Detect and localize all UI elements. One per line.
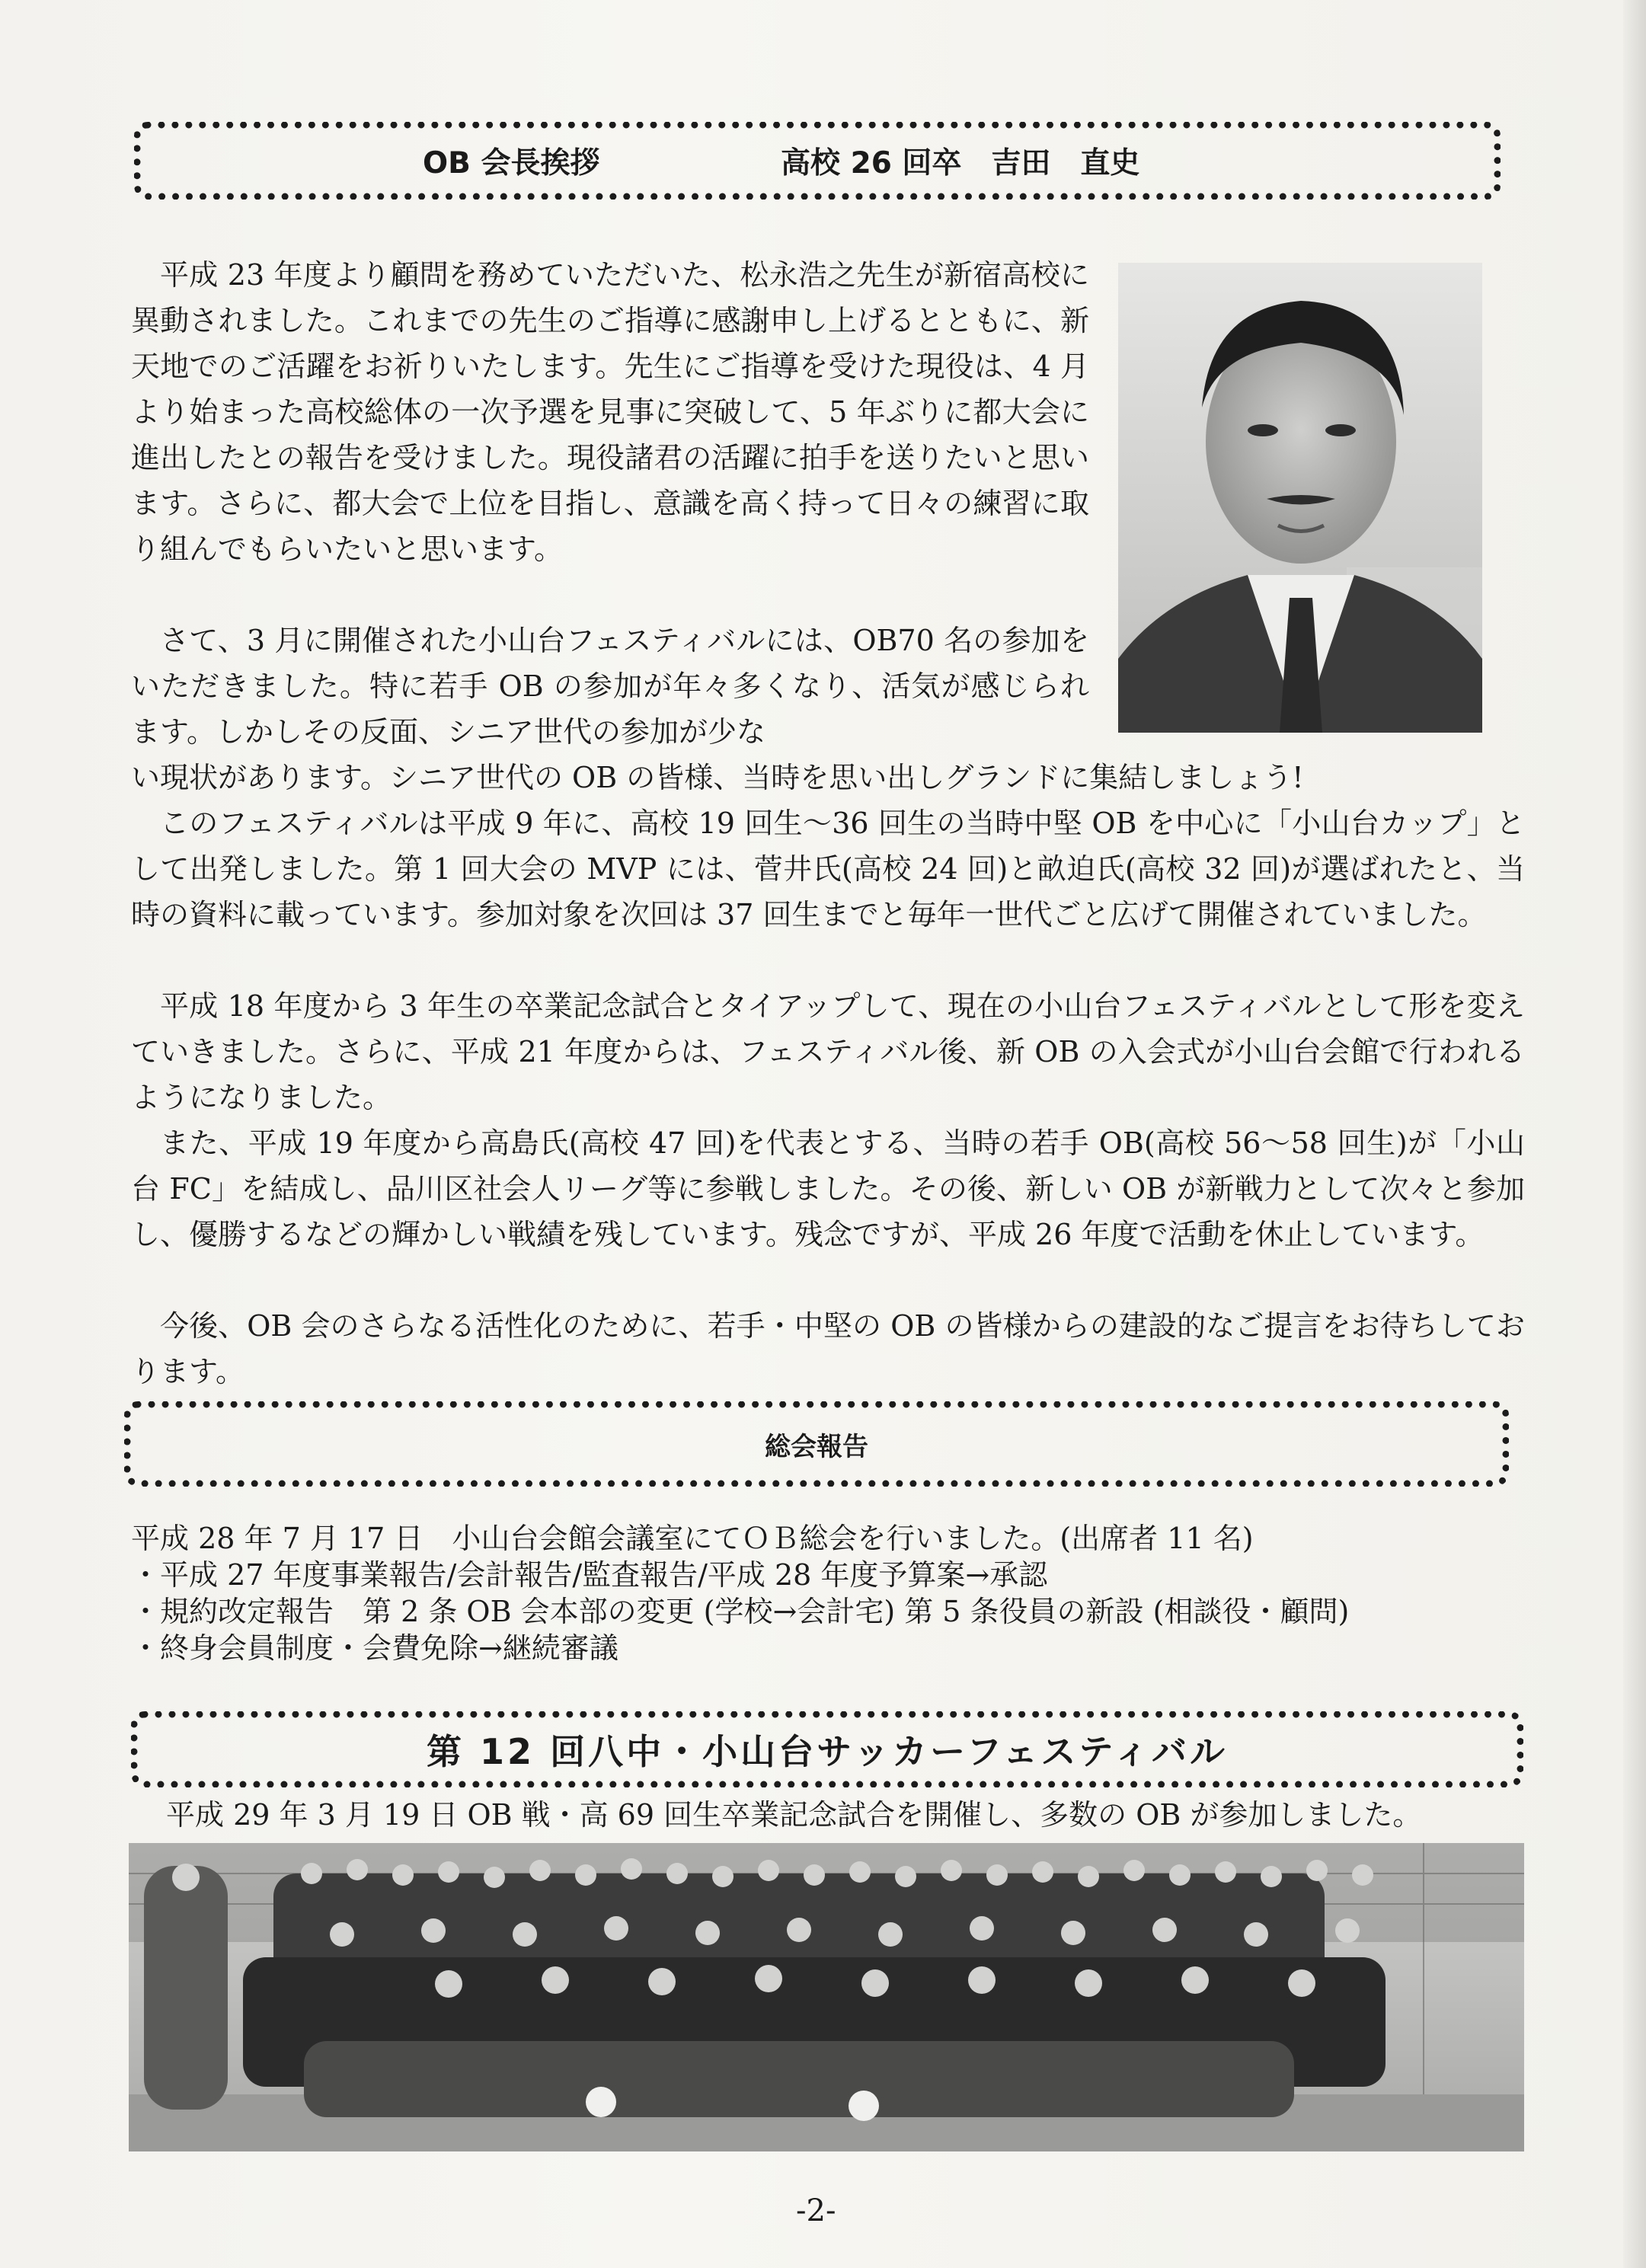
greeting-paragraph-2-continued: い現状があります。シニア世代の OB の皆様、当時を思い出しグランドに集結しましょう! bbox=[131, 761, 1304, 794]
portrait-photo bbox=[1118, 263, 1482, 733]
general-meeting-report bbox=[131, 1520, 1525, 1666]
greeting-paragraph-1: 平成 23 年度より顧問を務めていただいた、松永浩之先生が新宿高校に異動されました。これまでの先生のご指導に感謝申し上げるとともに、新天地でのご活躍をお祈りいたします。先生にご指導を受けた現役は、4 月より始まった高校総体の一次予選を見事に突破して、5 年ぶりに都大会に進出したとの報告を受けました。現役諸君の活躍に拍手を送りたいと思います。さらに、都大会で上位を目指し、意識を高く持って日々の練習に取り組んでもらいたいと思います。 bbox=[131, 258, 1089, 566]
greeting-author: 高校 26 回卒 吉田 直史 bbox=[781, 146, 1140, 180]
greeting-paragraph-5: また、平成 19 年度から高島氏(高校 47 回)を代表とする、当時の若手 OB(高校 56～58 回生)が「小山台 FC」を結成し、品川区社会人リーグ等に参戦しました。その後、新しい OB が新戦力として次々と参加し、優勝するなどの輝かしい戦績を残しています。残念ですが、平成 26 年度で活動を休止しています。 bbox=[131, 1126, 1525, 1251]
page-number: -2- bbox=[796, 2193, 836, 2228]
festival-header-box bbox=[131, 1711, 1523, 1787]
greeting-title: OB 会長挨拶 bbox=[423, 146, 600, 180]
greeting-paragraph-4: 平成 18 年度から 3 年生の卒業記念試合とタイアップして、現在の小山台フェスティバルとして形を変えていきました。さらに、平成 21 年度からは、フェスティバル後、新 OB の入会式が小山台会館で行われるようになりました。 bbox=[131, 989, 1525, 1114]
greeting-paragraph-3: このフェスティバルは平成 9 年に、高校 19 回生～36 回生の当時中堅 OB を中心に「小山台カップ」として出発しました。第 1 回大会の MVP には、菅井氏(高校 24 回)と畝迫氏(高校 32 回)が選ばれたと、当時の資料に載っています。参加対象を次回は 37 回生までと毎年一世代ごと広げて開催されていました。 bbox=[131, 807, 1525, 931]
page-edge bbox=[1623, 0, 1646, 2268]
report-line: 平成 28 年 7 月 17 日 小山台会館会議室にてＯＢ総会を行いました。(出席者 11 名) bbox=[131, 1522, 1254, 1555]
general-meeting-header-box bbox=[124, 1401, 1509, 1487]
report-line: ・平成 27 年度事業報告/会計報告/監査報告/平成 28 年度予算案→承認 bbox=[131, 1558, 1048, 1592]
festival-title: 第 12 回八中・小山台サッカーフェスティバル bbox=[427, 1731, 1228, 1772]
greeting-paragraph-6: 今後、OB 会のさらなる活性化のために、若手・中堅の OB の皆様からの建設的なご提言をお待ちしております。 bbox=[131, 1309, 1525, 1388]
report-line: ・規約改定報告 第 2 条 OB 会本部の変更 (学校→会計宅) 第 5 条役員の新設 (相談役・顧問) bbox=[131, 1595, 1350, 1628]
festival-caption: 平成 29 年 3 月 19 日 OB 戦・高 69 回生卒業記念試合を開催し、多数の OB が参加しました。 bbox=[166, 1798, 1422, 1832]
greeting-header-box bbox=[134, 122, 1501, 200]
general-meeting-title: 総会報告 bbox=[765, 1431, 868, 1462]
report-line: ・終身会員制度・会費免除→継続審議 bbox=[131, 1631, 618, 1665]
team-group-photo bbox=[129, 1843, 1524, 2151]
greeting-paragraph-2: さて、3 月に開催された小山台フェスティバルには、OB70 名の参加をいただきました。特に若手 OB の参加が年々多くなり、活気が感じられます。しかしその反面、シニア世代の参加が少な bbox=[131, 624, 1089, 749]
